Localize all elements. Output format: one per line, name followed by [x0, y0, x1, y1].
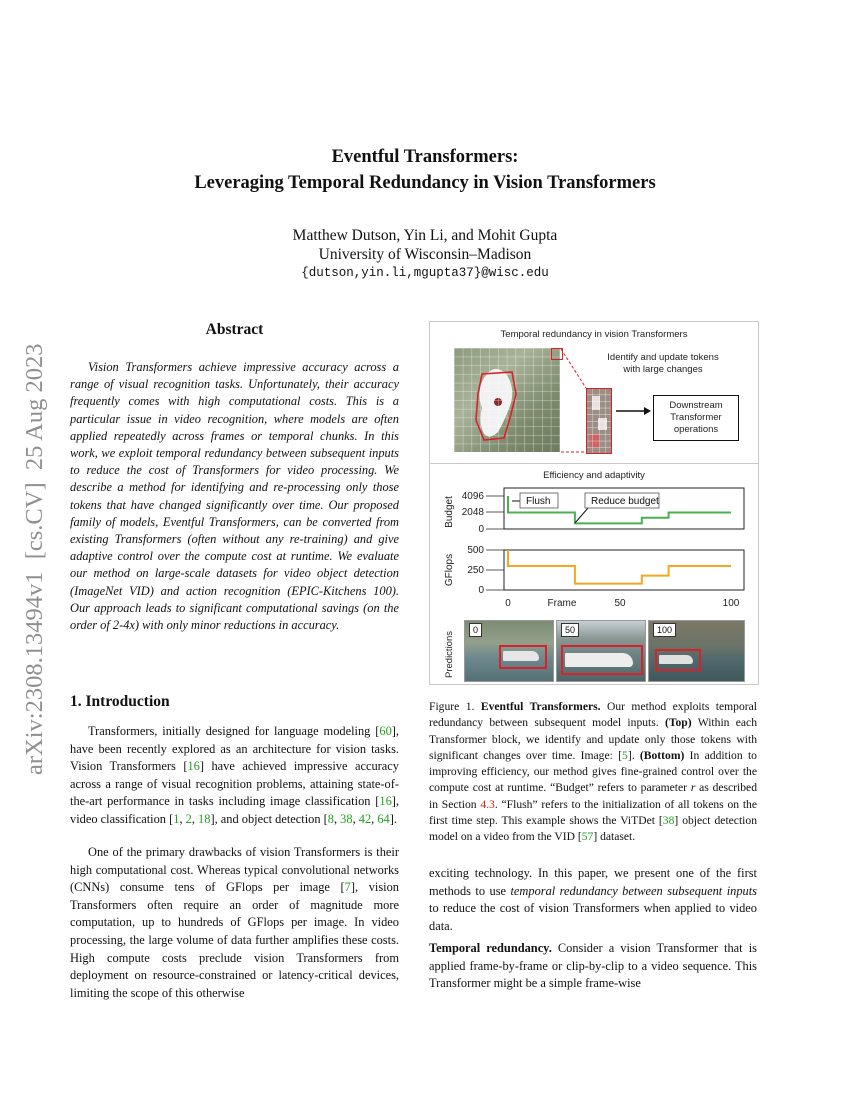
identify-text: Identify and update tokens with large changes: [607, 352, 719, 375]
intro-heading: 1. Introduction: [70, 693, 170, 710]
x-tick-50: 50: [614, 598, 626, 609]
paper-title: [100, 144, 750, 196]
authors: Matthew Dutson, Yin Li, and Mohit Gupta: [292, 227, 558, 244]
prediction-frame-100: [648, 620, 745, 682]
x-axis-label: Frame: [547, 598, 577, 609]
budget-tick-0: 0: [478, 524, 484, 535]
citation-link[interactable]: 16: [187, 759, 200, 774]
abstract-text: Vision Transformers achieve impressive accuracy across a range of visual recognition tasks. Unfortunately, their accuracy frequently comes with high computational costs. This is a particular issue in video recognition, where models are often applied repeatedly across frames or temporal chunks. In this work, we exploit temporal redundancy between subsequent inputs to reduce the cost of Transformers for video processing. We describe a method for identifying and re-processing only those tokens that have changed significantly over time. Our proposed family of models, Eventful Transformers, can be converted from existing Transformers (often without any re-training) and give adaptive control over the compute cost at runtime. We evaluate our method on large-scale datasets for video object detection (ImageNet VID) and action recognition (EPIC-Kitchens 100). Our approach leads to significant computational savings (on the order of 2-4x) with only minor reductions in accuracy.: [70, 360, 399, 633]
efficiency-chart: [430, 482, 758, 616]
prediction-frame-0: [464, 620, 554, 682]
figure-1-caption: Figure 1. Eventful Transformers. Our method exploits temporal redundancy between subsequent model inputs. (Top) Within each Transformer block, we identify and update only those tokens with significant changes over time. Image: [5]. (Bottom) In addition to improving efficiency, our method gives fine-grained control over the compute cost at runtime. “Budget” refers to parameter r as described in Section 4.3. “Flush” refers to the initialization of all tokens on the first time step. This example shows the ViTDet [38] object detection model on a video from the VID [57] dataset.: [429, 700, 757, 844]
arxiv-sidebar: [12, 290, 54, 780]
gflops-ylabel: GFlops: [444, 553, 455, 587]
citation-link[interactable]: 64: [377, 811, 390, 826]
citation-link[interactable]: 2: [185, 811, 192, 826]
token-grid-small: [586, 388, 612, 454]
downstream-box: Downstream Transformer operations: [653, 395, 739, 441]
temporal-redundancy-paragraph: Temporal redundancy. Consider a vision Transformer that is applied frame-by-frame or clip-by-clip to a video sequence. This Transformer might be a simple frame-wise: [429, 941, 757, 991]
gflops-tick-0: 0: [478, 585, 484, 596]
citation-link[interactable]: 16: [379, 794, 392, 809]
arrow-icon: [616, 406, 652, 416]
detection-box: [561, 645, 643, 675]
x-tick-0: 0: [505, 598, 511, 609]
reduce-pointer: [575, 508, 588, 523]
gflops-tick-500: 500: [467, 545, 484, 556]
citation-link[interactable]: 60: [379, 724, 392, 738]
citation-link[interactable]: 38: [662, 814, 675, 828]
frame-50-label: 50: [561, 623, 579, 637]
figure-1: [429, 321, 759, 685]
citation-link[interactable]: 57: [581, 830, 594, 844]
predictions-label-wrap: [438, 620, 458, 680]
citation-link[interactable]: 18: [198, 811, 211, 826]
flush-label: Flush: [526, 496, 551, 507]
citation-link[interactable]: 38: [340, 811, 353, 826]
detection-box: [655, 649, 701, 671]
frame-0-label: 0: [469, 623, 482, 637]
citation-link[interactable]: 8: [327, 811, 334, 826]
arxiv-id: arXiv:2308.13494v1 [cs.CV] 25 Aug 2023: [21, 343, 48, 775]
intro-paragraph-2: One of the primary drawbacks of vision Transformers is their high computational cost. Whereas typical convolutional networks (CNNs) consume tens of GFlops per image [7], vision Transformers often require an order of magnitude more computation, up to hundreds of GFlops per image. In video processing, the large volume of data further amplifies these costs. High compute costs preclude vision Transformers from deployment on resource-constrained or latency-critical devices, limiting the scope of this otherwise: [70, 845, 399, 1000]
predictions-label: Predictions: [444, 631, 455, 678]
detection-box: [499, 645, 547, 669]
citation-link[interactable]: 7: [344, 880, 351, 895]
budget-tick-4096: 4096: [461, 491, 484, 502]
gflops-tick-250: 250: [467, 565, 484, 576]
affiliation: University of Wisconsin–Madison: [318, 246, 532, 263]
x-tick-100: 100: [722, 598, 740, 609]
citation-link[interactable]: 1: [173, 811, 180, 826]
figure-divider: [430, 463, 758, 464]
reduce-label: Reduce budget: [591, 496, 659, 507]
token-column: [586, 388, 612, 454]
budget-ylabel: Budget: [444, 496, 455, 528]
title-line-2: Leveraging Temporal Redundancy in Vision Transformers: [194, 173, 656, 193]
fig-bottom-title: Efficiency and adaptivity: [543, 470, 645, 481]
fig-top-title: Temporal redundancy in vision Transformers: [500, 329, 688, 340]
paragraph-heading: Temporal redundancy.: [429, 941, 552, 955]
citation-link[interactable]: 5: [622, 748, 628, 762]
email: {dutson,yin.li,mgupta37}@wisc.edu: [301, 266, 549, 280]
gflops-series-line: [508, 550, 731, 584]
frame-100-label: 100: [653, 623, 676, 637]
section-link[interactable]: 4.3: [480, 797, 495, 811]
citation-link[interactable]: 42: [358, 811, 372, 826]
title-line-1: Eventful Transformers:: [331, 147, 519, 167]
intro-paragraph-3: exciting technology. In this paper, we present one of the first methods to use temporal redundancy between subsequent inputs to reduce the cost of vision Transformers when applied to video data.: [429, 866, 757, 933]
budget-tick-2048: 2048: [461, 507, 484, 518]
prediction-frame-50: [556, 620, 646, 682]
abstract-heading: Abstract: [205, 321, 264, 338]
intro-paragraph-1: Transformers, initially designed for language modeling [60], have been recently explored as an architecture for vision tasks. Vision Transformers [16] have achieved impressive accuracy across a range of visual recognition problems, attaining state-of-the-art performance in tasks including image classification [16], video classification [1, 2, 18], and object detection [8, 38, 42, 64].: [70, 724, 399, 826]
author-block: [100, 226, 750, 264]
